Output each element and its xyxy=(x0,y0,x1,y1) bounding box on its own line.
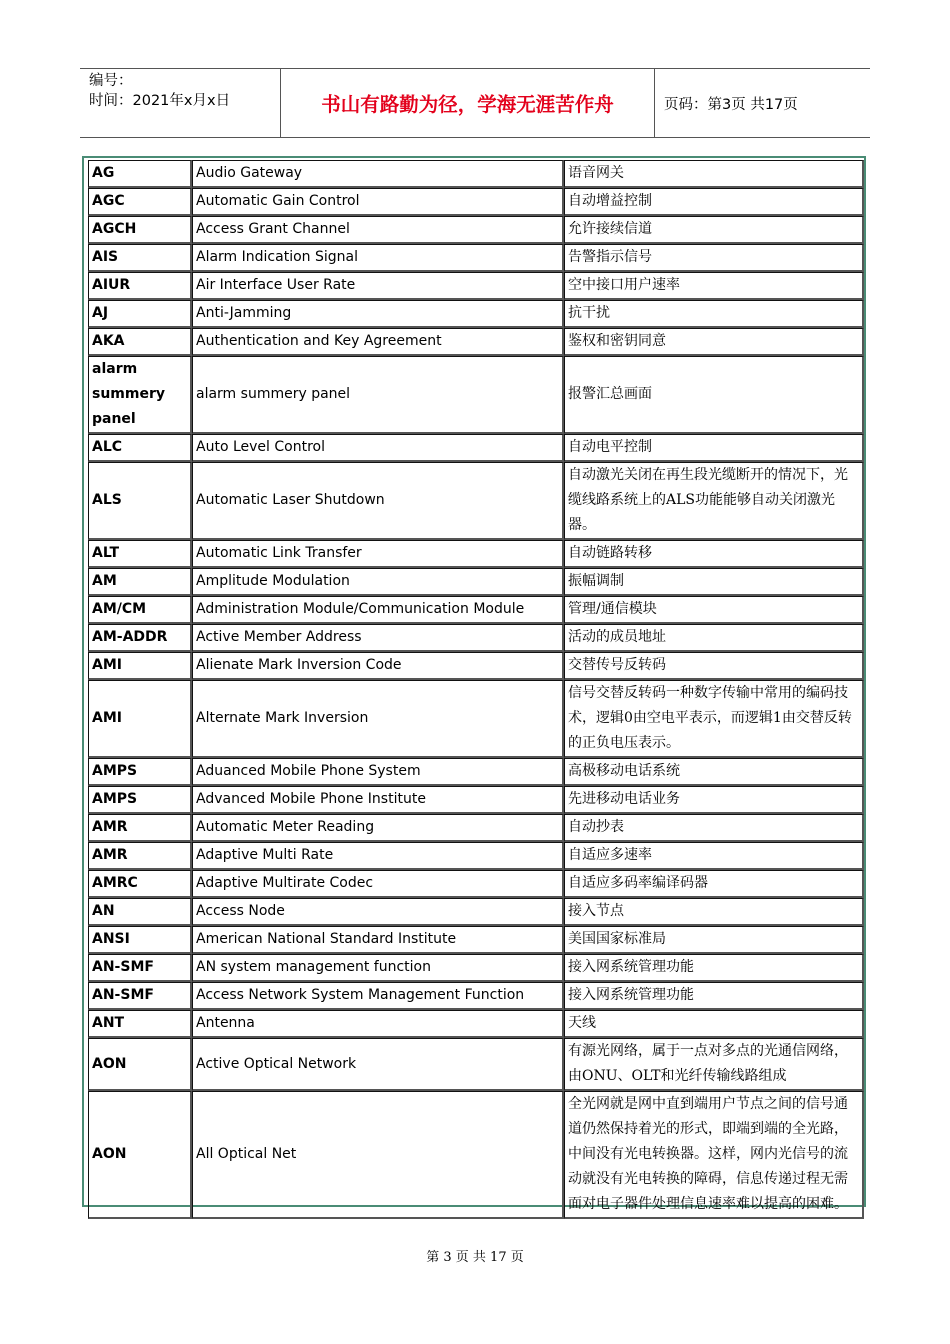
chinese-definition-cell: 接入节点 xyxy=(564,898,864,926)
page-header xyxy=(80,68,870,138)
abbreviation-cell: ANT xyxy=(88,1010,192,1038)
english-term-cell: Antenna xyxy=(192,1010,564,1038)
table-row xyxy=(88,814,864,842)
glossary-body xyxy=(88,160,864,1219)
table-row xyxy=(88,926,864,954)
table-row xyxy=(88,982,864,1010)
abbreviation-cell: ALT xyxy=(88,540,192,568)
abbreviation-cell: AM xyxy=(88,568,192,596)
english-term-cell: Authentication and Key Agreement xyxy=(192,328,564,356)
abbreviation-cell: AMR xyxy=(88,842,192,870)
abbreviation-cell: AN-SMF xyxy=(88,982,192,1010)
chinese-definition-cell: 告警指示信号 xyxy=(564,244,864,272)
english-term-cell: alarm summery panel xyxy=(192,356,564,434)
header-page-number: 页码：第3页 共17页 xyxy=(664,96,798,113)
chinese-definition-cell: 接入网系统管理功能 xyxy=(564,982,864,1010)
table-row xyxy=(88,356,864,434)
table-row xyxy=(88,680,864,758)
english-term-cell: Amplitude Modulation xyxy=(192,568,564,596)
chinese-definition-cell: 自动激光关闭在再生段光缆断开的情况下，光缆线路系统上的ALS功能能够自动关闭激光器。 xyxy=(564,462,864,540)
abbreviation-cell: AMI xyxy=(88,680,192,758)
english-term-cell: Auto Level Control xyxy=(192,434,564,462)
chinese-definition-cell: 接入网系统管理功能 xyxy=(564,954,864,982)
header-meta xyxy=(80,69,281,137)
chinese-definition-cell: 自动增益控制 xyxy=(564,188,864,216)
table-row xyxy=(88,328,864,356)
table-row xyxy=(88,954,864,982)
chinese-definition-cell: 活动的成员地址 xyxy=(564,624,864,652)
table-row xyxy=(88,624,864,652)
english-term-cell: Audio Gateway xyxy=(192,160,564,188)
glossary-table xyxy=(88,160,864,1219)
english-term-cell: AN system management function xyxy=(192,954,564,982)
chinese-definition-cell: 天线 xyxy=(564,1010,864,1038)
english-term-cell: Access Node xyxy=(192,898,564,926)
table-row xyxy=(88,568,864,596)
abbreviation-cell: AMPS xyxy=(88,786,192,814)
table-row xyxy=(88,462,864,540)
chinese-definition-cell: 自适应多码率编译码器 xyxy=(564,870,864,898)
abbreviation-cell: AM/CM xyxy=(88,596,192,624)
english-term-cell: Administration Module/Communication Module xyxy=(192,596,564,624)
chinese-definition-cell: 有源光网络，属于一点对多点的光通信网络，由ONU、OLT和光纤传输线路组成 xyxy=(564,1038,864,1091)
abbreviation-cell: AMRC xyxy=(88,870,192,898)
english-term-cell: Access Grant Channel xyxy=(192,216,564,244)
english-term-cell: Anti-Jamming xyxy=(192,300,564,328)
table-row xyxy=(88,1010,864,1038)
abbreviation-cell: AIUR xyxy=(88,272,192,300)
table-row xyxy=(88,244,864,272)
document-date-label: 时间：2021年x月x日 xyxy=(89,93,231,109)
chinese-definition-cell: 自动链路转移 xyxy=(564,540,864,568)
chinese-definition-cell: 信号交替反转码一种数字传输中常用的编码技术，逻辑0由空电平表示，而逻辑1由交替反转的正负电压表示。 xyxy=(564,680,864,758)
document-number-label: 编号： xyxy=(89,73,133,89)
english-term-cell: Automatic Link Transfer xyxy=(192,540,564,568)
english-term-cell: Alienate Mark Inversion Code xyxy=(192,652,564,680)
abbreviation-cell: AIS xyxy=(88,244,192,272)
english-term-cell: Air Interface User Rate xyxy=(192,272,564,300)
abbreviation-cell: AMI xyxy=(88,652,192,680)
chinese-definition-cell: 自适应多速率 xyxy=(564,842,864,870)
english-term-cell: Automatic Laser Shutdown xyxy=(192,462,564,540)
table-row xyxy=(88,786,864,814)
abbreviation-cell: AGCH xyxy=(88,216,192,244)
chinese-definition-cell: 全光网就是网中直到端用户节点之间的信号通道仍然保持着光的形式，即端到端的全光路，中间没有光电转换器。这样，网内光信号的流动就没有光电转换的障碍，信息传递过程无需面对电子器件处理信息速率难以提高的困难。 xyxy=(564,1091,864,1219)
header-motto: 书山有路勤为径，学海无涯苦作舟 xyxy=(281,69,655,137)
english-term-cell: Access Network System Management Function xyxy=(192,982,564,1010)
chinese-definition-cell: 抗干扰 xyxy=(564,300,864,328)
abbreviation-cell: AON xyxy=(88,1091,192,1219)
english-term-cell: Adaptive Multi Rate xyxy=(192,842,564,870)
chinese-definition-cell: 自动电平控制 xyxy=(564,434,864,462)
chinese-definition-cell: 允许接续信道 xyxy=(564,216,864,244)
chinese-definition-cell: 高极移动电话系统 xyxy=(564,758,864,786)
english-term-cell: Active Optical Network xyxy=(192,1038,564,1091)
chinese-definition-cell: 振幅调制 xyxy=(564,568,864,596)
table-row xyxy=(88,300,864,328)
table-row xyxy=(88,1091,864,1219)
english-term-cell: Alarm Indication Signal xyxy=(192,244,564,272)
table-row xyxy=(88,540,864,568)
english-term-cell: Automatic Gain Control xyxy=(192,188,564,216)
abbreviation-cell: AMPS xyxy=(88,758,192,786)
english-term-cell: Alternate Mark Inversion xyxy=(192,680,564,758)
abbreviation-cell: AMR xyxy=(88,814,192,842)
table-row xyxy=(88,870,864,898)
table-row xyxy=(88,434,864,462)
chinese-definition-cell: 报警汇总画面 xyxy=(564,356,864,434)
chinese-definition-cell: 管理/通信模块 xyxy=(564,596,864,624)
english-term-cell: Automatic Meter Reading xyxy=(192,814,564,842)
abbreviation-cell: AON xyxy=(88,1038,192,1091)
table-row xyxy=(88,188,864,216)
abbreviation-cell: AJ xyxy=(88,300,192,328)
table-row xyxy=(88,272,864,300)
chinese-definition-cell: 先进移动电话业务 xyxy=(564,786,864,814)
abbreviation-cell: alarm summery panel xyxy=(88,356,192,434)
table-row xyxy=(88,596,864,624)
abbreviation-cell: AN xyxy=(88,898,192,926)
table-row xyxy=(88,842,864,870)
chinese-definition-cell: 语音网关 xyxy=(564,160,864,188)
chinese-definition-cell: 自动抄表 xyxy=(564,814,864,842)
table-row xyxy=(88,898,864,926)
abbreviation-cell: AGC xyxy=(88,188,192,216)
english-term-cell: All Optical Net xyxy=(192,1091,564,1219)
table-row xyxy=(88,216,864,244)
abbreviation-cell: ALC xyxy=(88,434,192,462)
english-term-cell: American National Standard Institute xyxy=(192,926,564,954)
table-row xyxy=(88,1038,864,1091)
abbreviation-cell: AG xyxy=(88,160,192,188)
abbreviation-cell: AN-SMF xyxy=(88,954,192,982)
abbreviation-cell: ALS xyxy=(88,462,192,540)
chinese-definition-cell: 鉴权和密钥同意 xyxy=(564,328,864,356)
table-row xyxy=(88,652,864,680)
table-row xyxy=(88,160,864,188)
abbreviation-cell: AM-ADDR xyxy=(88,624,192,652)
english-term-cell: Adaptive Multirate Codec xyxy=(192,870,564,898)
chinese-definition-cell: 美国国家标准局 xyxy=(564,926,864,954)
page-footer: 第 3 页 共 17 页 xyxy=(426,1250,524,1265)
english-term-cell: Advanced Mobile Phone Institute xyxy=(192,786,564,814)
table-row xyxy=(88,758,864,786)
abbreviation-cell: AKA xyxy=(88,328,192,356)
english-term-cell: Aduanced Mobile Phone System xyxy=(192,758,564,786)
chinese-definition-cell: 空中接口用户速率 xyxy=(564,272,864,300)
english-term-cell: Active Member Address xyxy=(192,624,564,652)
chinese-definition-cell: 交替传号反转码 xyxy=(564,652,864,680)
abbreviation-cell: ANSI xyxy=(88,926,192,954)
